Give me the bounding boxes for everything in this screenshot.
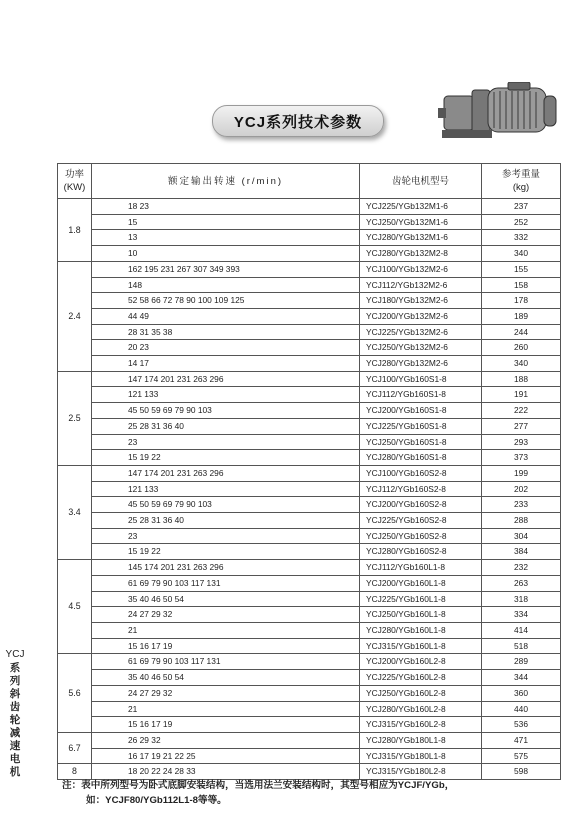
model-cell: YCJ225/YGb160S1-8 — [360, 418, 482, 434]
speed-cell: 13 — [92, 230, 360, 246]
power-cell: 2.5 — [58, 371, 92, 465]
speed-cell: 52 58 66 72 78 90 100 109 125 — [92, 293, 360, 309]
table-row — [58, 214, 561, 230]
weight-cell: 340 — [482, 246, 561, 262]
speed-cell: 18 23 — [92, 199, 360, 215]
speed-cell: 14 17 — [92, 356, 360, 372]
table-row — [58, 308, 561, 324]
power-cell: 8 — [58, 764, 92, 780]
side-label-char: 斜 — [9, 688, 21, 700]
table-row — [58, 450, 561, 466]
power-cell: 6.7 — [58, 732, 92, 763]
speed-cell: 18 20 22 24 28 33 — [92, 764, 360, 780]
model-cell: YCJ250/YGb160L2-8 — [360, 685, 482, 701]
speed-header: 额定输出转速 (r/min) — [92, 164, 360, 199]
table-row — [58, 638, 561, 654]
model-cell: YCJ225/YGb132M1-6 — [360, 199, 482, 215]
weight-cell: 155 — [482, 261, 561, 277]
table-row — [58, 622, 561, 638]
footnote — [62, 778, 562, 808]
model-cell: YCJ100/YGb132M2-6 — [360, 261, 482, 277]
weight-cell: 233 — [482, 497, 561, 513]
speed-cell: 25 28 31 36 40 — [92, 418, 360, 434]
weight-cell: 188 — [482, 371, 561, 387]
speed-cell: 21 — [92, 701, 360, 717]
table-row — [58, 497, 561, 513]
model-header: 齿轮电机型号 — [360, 164, 482, 199]
speed-cell: 15 19 22 — [92, 450, 360, 466]
weight-cell: 373 — [482, 450, 561, 466]
table-row — [58, 481, 561, 497]
weight-cell: 252 — [482, 214, 561, 230]
side-label-char: 机 — [9, 766, 21, 778]
weight-cell: 344 — [482, 670, 561, 686]
model-cell: YCJ100/YGb160S2-8 — [360, 465, 482, 481]
model-cell: YCJ100/YGb160S1-8 — [360, 371, 482, 387]
page-title: YCJ系列技术参数 — [212, 105, 384, 137]
power-cell: 5.6 — [58, 654, 92, 733]
weight-cell: 260 — [482, 340, 561, 356]
table-header-row — [58, 164, 561, 199]
speed-cell: 162 195 231 267 307 349 393 — [92, 261, 360, 277]
speed-cell: 23 — [92, 528, 360, 544]
speed-cell: 147 174 201 231 263 296 — [92, 371, 360, 387]
table-row — [58, 277, 561, 293]
table-row — [58, 544, 561, 560]
weight-cell: 598 — [482, 764, 561, 780]
speed-cell: 45 50 59 69 79 90 103 — [92, 497, 360, 513]
weight-cell: 277 — [482, 418, 561, 434]
speed-cell: 24 27 29 32 — [92, 607, 360, 623]
weight-cell: 518 — [482, 638, 561, 654]
weight-cell: 191 — [482, 387, 561, 403]
side-label-char: 轮 — [9, 714, 21, 726]
side-label-char: 列 — [9, 675, 21, 687]
speed-cell: 145 174 201 231 263 296 — [92, 560, 360, 576]
table-row — [58, 230, 561, 246]
side-label-char: 系 — [9, 662, 21, 674]
weight-cell: 293 — [482, 434, 561, 450]
table-row — [58, 340, 561, 356]
table-row — [58, 293, 561, 309]
table-row — [58, 685, 561, 701]
model-cell: YCJ112/YGb160S2-8 — [360, 481, 482, 497]
weight-cell: 199 — [482, 465, 561, 481]
table-row — [58, 607, 561, 623]
power-header: 功率 (KW) — [58, 164, 92, 199]
model-cell: YCJ200/YGb160L1-8 — [360, 575, 482, 591]
table-row — [58, 528, 561, 544]
model-cell: YCJ250/YGb132M2-6 — [360, 340, 482, 356]
model-cell: YCJ200/YGb160L2-8 — [360, 654, 482, 670]
table-row — [58, 199, 561, 215]
power-cell: 4.5 — [58, 560, 92, 654]
table-row — [58, 717, 561, 733]
model-cell: YCJ280/YGb160L2-8 — [360, 701, 482, 717]
speed-cell: 15 16 17 19 — [92, 717, 360, 733]
side-label — [4, 648, 26, 779]
model-cell: YCJ280/YGb180L1-8 — [360, 732, 482, 748]
model-cell: YCJ280/YGb132M2-6 — [360, 356, 482, 372]
speed-cell: 121 133 — [92, 387, 360, 403]
model-cell: YCJ225/YGb132M2-6 — [360, 324, 482, 340]
weight-cell: 202 — [482, 481, 561, 497]
speed-cell: 21 — [92, 622, 360, 638]
table-row — [58, 434, 561, 450]
weight-cell: 575 — [482, 748, 561, 764]
model-cell: YCJ315/YGb160L1-8 — [360, 638, 482, 654]
table-row — [58, 261, 561, 277]
weight-cell: 536 — [482, 717, 561, 733]
table-row — [58, 732, 561, 748]
weight-cell: 384 — [482, 544, 561, 560]
power-cell: 2.4 — [58, 261, 92, 371]
model-cell: YCJ250/YGb160S1-8 — [360, 434, 482, 450]
spec-table — [57, 163, 561, 780]
speed-cell: 121 133 — [92, 481, 360, 497]
weight-cell: 232 — [482, 560, 561, 576]
speed-cell: 148 — [92, 277, 360, 293]
model-cell: YCJ112/YGb160S1-8 — [360, 387, 482, 403]
model-cell: YCJ200/YGb132M2-6 — [360, 308, 482, 324]
speed-cell: 15 — [92, 214, 360, 230]
model-cell: YCJ200/YGb160S2-8 — [360, 497, 482, 513]
table-row — [58, 513, 561, 529]
weight-cell: 178 — [482, 293, 561, 309]
model-cell: YCJ280/YGb160L1-8 — [360, 622, 482, 638]
speed-cell: 26 29 32 — [92, 732, 360, 748]
weight-cell: 288 — [482, 513, 561, 529]
model-cell: YCJ280/YGb160S2-8 — [360, 544, 482, 560]
table-row — [58, 670, 561, 686]
side-label-char: 速 — [9, 740, 21, 752]
weight-cell: 440 — [482, 701, 561, 717]
table-row — [58, 324, 561, 340]
model-cell: YCJ250/YGb160S2-8 — [360, 528, 482, 544]
table-row — [58, 748, 561, 764]
model-cell: YCJ250/YGb132M1-6 — [360, 214, 482, 230]
weight-cell: 158 — [482, 277, 561, 293]
table-row — [58, 701, 561, 717]
table-row — [58, 356, 561, 372]
weight-cell: 304 — [482, 528, 561, 544]
model-cell: YCJ112/YGb132M2-6 — [360, 277, 482, 293]
weight-cell: 222 — [482, 403, 561, 419]
power-cell: 1.8 — [58, 199, 92, 262]
model-cell: YCJ225/YGb160L2-8 — [360, 670, 482, 686]
speed-cell: 15 16 17 19 — [92, 638, 360, 654]
footnote-line: 如：YCJF80/YGb112L1-8等等。 — [86, 795, 227, 806]
weight-cell: 189 — [482, 308, 561, 324]
model-cell: YCJ225/YGb160L1-8 — [360, 591, 482, 607]
weight-header: 参考重量 (kg) — [482, 164, 561, 199]
weight-cell: 414 — [482, 622, 561, 638]
model-cell: YCJ200/YGb160S1-8 — [360, 403, 482, 419]
model-cell: YCJ112/YGb160L1-8 — [360, 560, 482, 576]
speed-cell: 45 50 59 69 79 90 103 — [92, 403, 360, 419]
model-cell: YCJ315/YGb160L2-8 — [360, 717, 482, 733]
weight-cell: 471 — [482, 732, 561, 748]
model-cell: YCJ280/YGb132M1-6 — [360, 230, 482, 246]
side-label-en: YCJ — [5, 649, 25, 660]
weight-cell: 334 — [482, 607, 561, 623]
weight-cell: 263 — [482, 575, 561, 591]
weight-cell: 244 — [482, 324, 561, 340]
footnote-line: 注：表中所列型号为卧式底脚安装结构，当选用法兰安装结构时，其型号相应为YCJF/YGb， — [62, 780, 455, 791]
table-row — [58, 246, 561, 262]
side-label-char: 电 — [9, 753, 21, 765]
table-row — [58, 418, 561, 434]
speed-cell: 24 27 29 32 — [92, 685, 360, 701]
speed-cell: 35 40 46 50 54 — [92, 591, 360, 607]
model-cell: YCJ250/YGb160L1-8 — [360, 607, 482, 623]
weight-cell: 340 — [482, 356, 561, 372]
speed-cell: 16 17 19 21 22 25 — [92, 748, 360, 764]
model-cell: YCJ225/YGb160S2-8 — [360, 513, 482, 529]
weight-cell: 237 — [482, 199, 561, 215]
speed-cell: 23 — [92, 434, 360, 450]
speed-cell: 20 23 — [92, 340, 360, 356]
speed-cell: 61 69 79 90 103 117 131 — [92, 654, 360, 670]
speed-cell: 35 40 46 50 54 — [92, 670, 360, 686]
speed-cell: 10 — [92, 246, 360, 262]
table-row — [58, 591, 561, 607]
model-cell: YCJ315/YGb180L2-8 — [360, 764, 482, 780]
table-row — [58, 371, 561, 387]
side-label-cn — [4, 662, 26, 779]
weight-cell: 332 — [482, 230, 561, 246]
table-body — [58, 199, 561, 780]
model-cell: YCJ315/YGb180L1-8 — [360, 748, 482, 764]
table-row — [58, 654, 561, 670]
table-row — [58, 560, 561, 576]
side-label-char: 齿 — [9, 701, 21, 713]
speed-cell: 147 174 201 231 263 296 — [92, 465, 360, 481]
gear-motor-image — [438, 82, 558, 144]
weight-cell: 289 — [482, 654, 561, 670]
power-cell: 3.4 — [58, 465, 92, 559]
model-cell: YCJ280/YGb132M2-8 — [360, 246, 482, 262]
speed-cell: 28 31 35 38 — [92, 324, 360, 340]
model-cell: YCJ280/YGb160S1-8 — [360, 450, 482, 466]
table-row — [58, 575, 561, 591]
table-row — [58, 387, 561, 403]
speed-cell: 61 69 79 90 103 117 131 — [92, 575, 360, 591]
side-label-char: 减 — [9, 727, 21, 739]
speed-cell: 44 49 — [92, 308, 360, 324]
speed-cell: 15 19 22 — [92, 544, 360, 560]
table-row — [58, 403, 561, 419]
table-row — [58, 465, 561, 481]
weight-cell: 318 — [482, 591, 561, 607]
speed-cell: 25 28 31 36 40 — [92, 513, 360, 529]
weight-cell: 360 — [482, 685, 561, 701]
model-cell: YCJ180/YGb132M2-6 — [360, 293, 482, 309]
